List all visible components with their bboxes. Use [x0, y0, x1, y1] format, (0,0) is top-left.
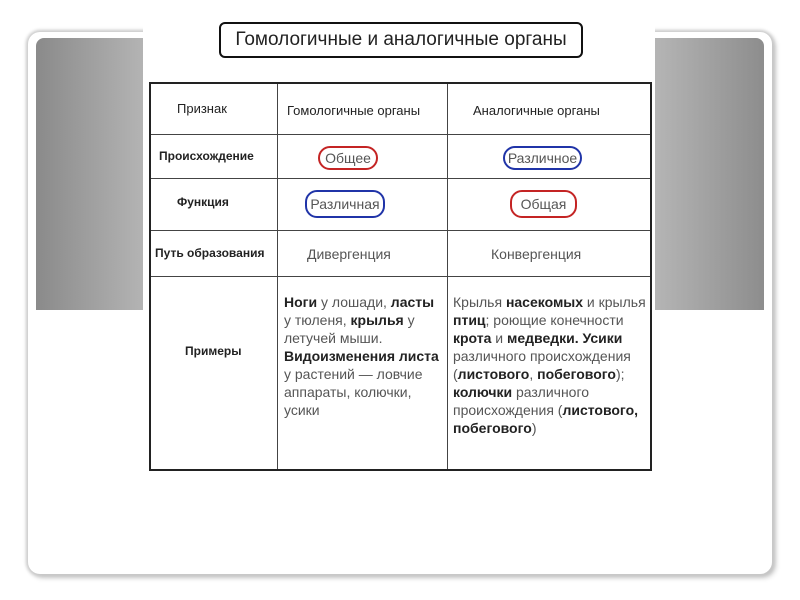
example-text: и [491, 330, 508, 346]
example-text: ; роющие конечности [485, 312, 624, 328]
example-text: у лошади, [317, 294, 391, 310]
page-title: Гомологичные и аналогичные органы [219, 22, 583, 58]
example-text: у тюленя, [284, 312, 351, 328]
comparison-table [149, 82, 652, 471]
example-term-bold: ласты [390, 294, 435, 310]
example-term-bold: медведки. [507, 330, 579, 346]
row-label-examples: Примеры [185, 344, 242, 358]
example-term-bold: листового, побегового [453, 402, 639, 436]
example-term-bold: Видоизменения листа [284, 348, 439, 364]
row-label-formation: Путь образования [155, 246, 265, 260]
examples-analogous-text [453, 293, 647, 437]
example-text: ) [531, 420, 537, 436]
example-text: и крылья [583, 294, 646, 310]
example-term-bold: крота [453, 330, 492, 346]
example-text: различного происхождения ( [453, 348, 631, 382]
formation-analogous-value: Конвергенция [491, 246, 582, 262]
example-term-bold: насекомых [505, 294, 584, 310]
example-text: у летучей мыши. [284, 312, 415, 346]
example-text: различного происхождения ( [453, 384, 590, 418]
table-divider [151, 178, 650, 179]
examples-homologous-text [284, 293, 442, 419]
example-term-bold: Усики [582, 330, 623, 346]
example-term-bold: побегового [537, 366, 616, 382]
table-divider [151, 276, 650, 277]
example-term-bold: колючки [453, 384, 513, 400]
function-homologous-value: Различная [305, 190, 385, 218]
header-feature: Признак [177, 100, 227, 116]
table-divider [151, 134, 650, 135]
row-label-function: Функция [177, 195, 229, 209]
origin-analogous-value: Различное [503, 146, 582, 170]
example-text: у растений — ловчие аппараты, колючки, усики [284, 366, 423, 418]
example-text: Крылья [453, 294, 506, 310]
formation-homologous-value: Дивергенция [307, 246, 391, 262]
example-term-bold: листового [457, 366, 530, 382]
example-term-bold: птиц [453, 312, 486, 328]
example-text: , [529, 366, 538, 382]
function-analogous-value: Общая [510, 190, 577, 218]
example-term-bold: Ноги [284, 294, 318, 310]
header-analogous: Аналогичные органы [473, 102, 600, 118]
example-text: ); [615, 366, 625, 382]
table-divider [151, 230, 650, 231]
header-homologous: Гомологичные органы [287, 102, 421, 118]
origin-homologous-value: Общее [318, 146, 378, 170]
example-term-bold: крылья [350, 312, 404, 328]
row-label-origin: Происхождение [159, 149, 254, 163]
